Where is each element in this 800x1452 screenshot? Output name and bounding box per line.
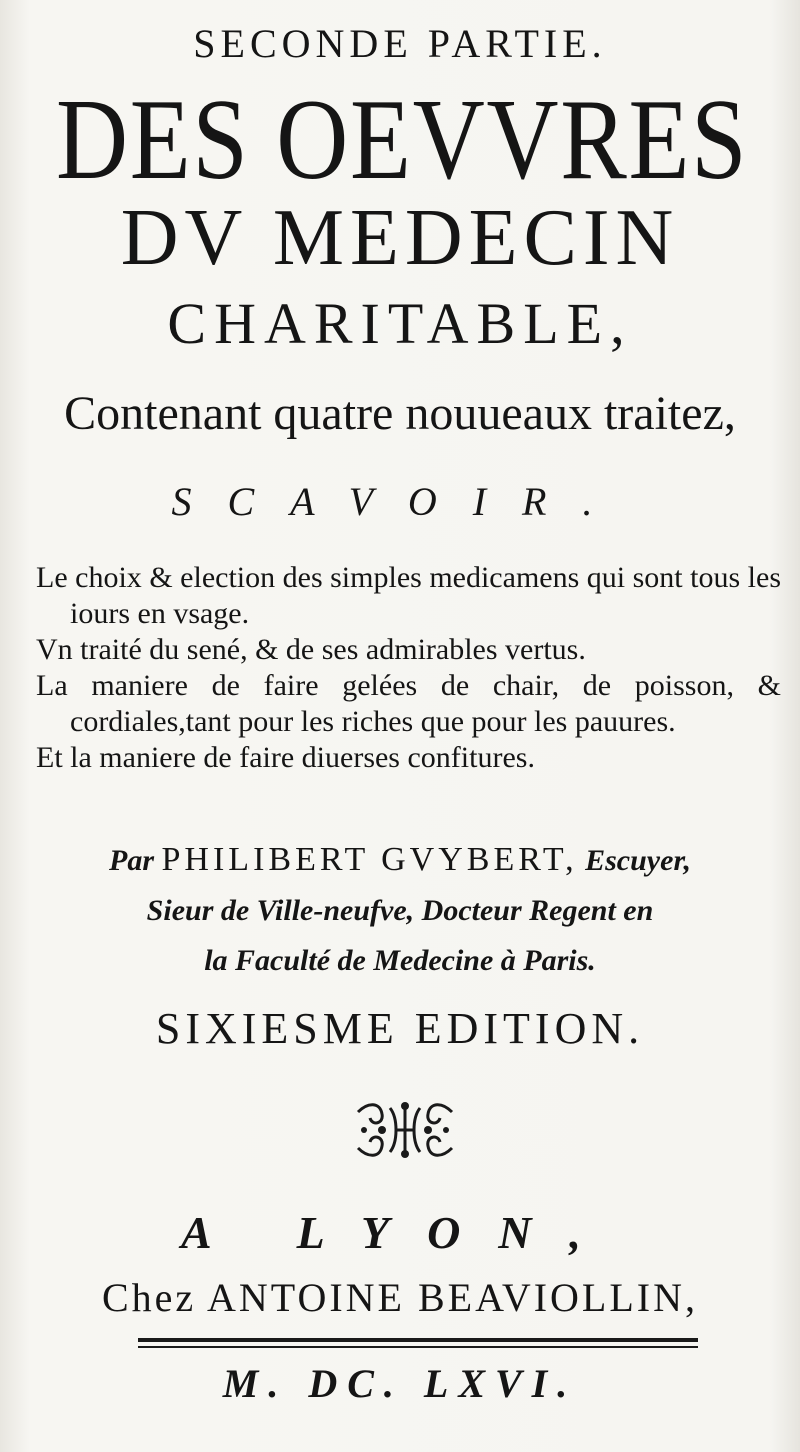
contents-item: Le choix & election des simples medicamens qui sont tous les iours en vsage. [36, 561, 781, 630]
contents-item: Et la maniere de faire diuerses confitures. [36, 741, 535, 774]
author-line-2: Sieur de Ville-neufve, Docteur Regent en [146, 894, 654, 927]
rule-thin [138, 1346, 698, 1348]
part-heading: SECONDE PARTIE. [193, 21, 607, 66]
edition: SIXIESME EDITION. [155, 1004, 645, 1053]
title-line-1: DES OEVVRES [56, 76, 749, 204]
author-line-1 [0, 835, 800, 886]
subtitle: Contenant quatre nouueaux traitez, [64, 387, 736, 440]
title-line-3: CHARITABLE, [167, 291, 633, 356]
place-of-publication: A LYON, [180, 1207, 620, 1258]
title-line-2: DV MEDECIN [120, 194, 680, 282]
fleuron-ornament-icon [352, 1098, 458, 1162]
author-title: Escuyer, [585, 844, 691, 877]
printer: Chez ANTOINE BEAVIOLLIN, [101, 1275, 698, 1320]
author-par: Par [109, 844, 155, 877]
rule-thick [138, 1338, 698, 1342]
scavoir-heading: SCAVOIR. [171, 479, 629, 524]
contents-list [36, 560, 781, 776]
author-block [0, 835, 800, 986]
author-line-3: la Faculté de Medecine à Paris. [204, 944, 596, 977]
contents-item: Vn traité du sené, & de ses admirables vertus. [36, 633, 586, 666]
publication-date: M. DC. LXVI. [222, 1361, 578, 1406]
contents-item: La maniere de faire gelées de chair, de poisson, & cordiales,tant pour les riches que pour les pauures. [36, 669, 781, 738]
author-name: PHILIBERT GVYBERT, [161, 841, 578, 878]
